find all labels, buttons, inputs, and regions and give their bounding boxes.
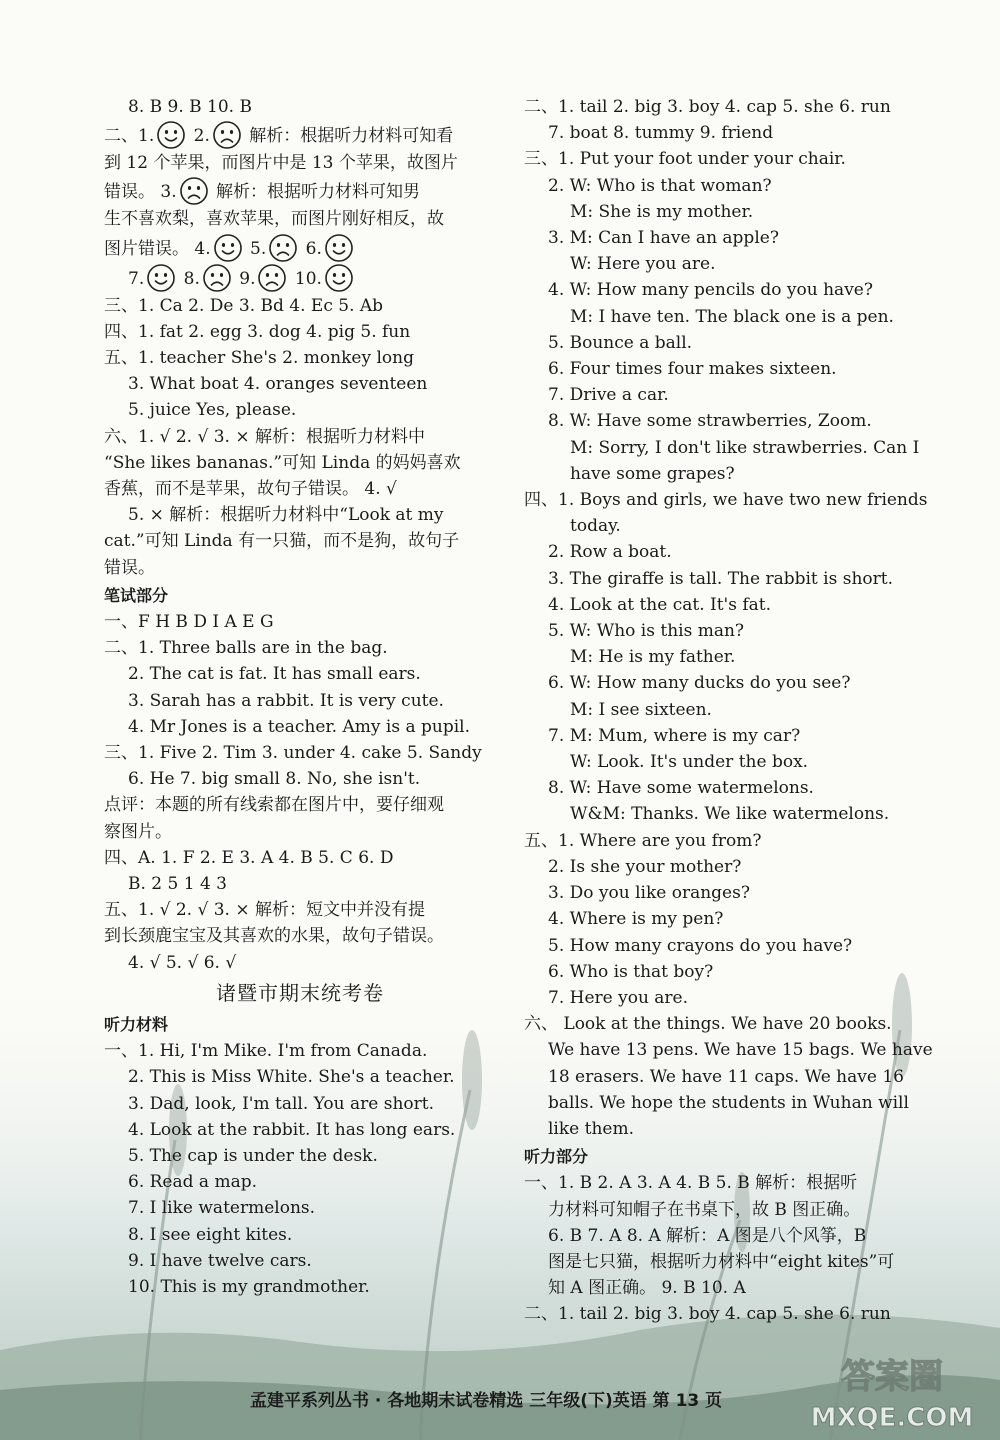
answer-line: M: Sorry, I don't like strawberries. Can I — [570, 437, 920, 458]
answer-line: 察图片。 — [104, 821, 172, 842]
answer-line: 3. M: Can I have an apple? — [548, 228, 779, 249]
answer-line: 五、1. √ 2. √ 3. × 解析：短文中并没有提 — [104, 900, 425, 921]
answer-line: 3. Sarah has a rabbit. It is very cute. — [128, 690, 444, 711]
answer-line: 6. Four times four makes sixteen. — [548, 359, 837, 380]
answer-line: 5. How many crayons do you have? — [548, 935, 853, 956]
answer-line: 6. W: How many ducks do you see? — [548, 673, 851, 694]
answer-line: 5. Bounce a ball. — [548, 332, 693, 353]
answer-line: 8. W: Have some watermelons. — [548, 778, 814, 799]
answer-line: 一、1. Hi, I'm Mike. I'm from Canada. — [104, 1041, 428, 1062]
answer-line: 4. Look at the rabbit. It has long ears. — [128, 1119, 456, 1140]
answer-line-with-faces — [104, 263, 496, 293]
answer-text: 2. — [188, 126, 210, 147]
answer-line: W: Look. It's under the box. — [570, 752, 809, 773]
answer-line: 图是七只猫，根据听力材料中“eight kites”可 — [548, 1251, 895, 1272]
answer-line: 2. Row a boat. — [548, 542, 672, 563]
answer-line: 生不喜欢梨，喜欢苹果，而图片刚好相反，故 — [104, 209, 444, 230]
answer-line: 一、1. B 2. A 3. A 4. B 5. B 解析：根据听 — [524, 1173, 858, 1194]
answer-line: 4. √ 5. √ 6. √ — [128, 952, 237, 973]
answer-line: 四、A. 1. F 2. E 3. A 4. B 5. C 6. D — [104, 847, 394, 868]
answer-line: “She likes bananas.”可知 Linda 的妈妈喜欢 — [104, 452, 461, 473]
answer-line: 香蕉，而不是苹果，故句子错误。 4. √ — [104, 479, 397, 500]
sad-face-icon — [179, 176, 209, 206]
answer-line: 五、1. teacher She's 2. monkey long — [104, 348, 414, 369]
answer-line: W&M: Thanks. We like watermelons. — [570, 804, 890, 825]
answer-line: 2. W: Who is that woman? — [548, 175, 772, 196]
answer-line-with-faces — [104, 233, 496, 263]
smiling-face-icon — [156, 120, 186, 150]
answer-line: 4. Where is my pen? — [548, 909, 724, 930]
answer-line: 六、 Look at the things. We have 20 books. — [524, 1014, 892, 1035]
answer-line: 3. Do you like oranges? — [548, 883, 750, 904]
answer-line: 二、1. tail 2. big 3. boy 4. cap 5. she 6. run — [524, 97, 891, 117]
answer-line: 6. He 7. big small 8. No, she isn't. — [128, 769, 421, 790]
answer-line: balls. We hope the students in Wuhan will — [548, 1092, 909, 1113]
answer-line: W: Here you are. — [570, 254, 716, 275]
exam-title: 诸暨市期末统考卷 — [216, 980, 384, 1005]
answer-line: 5. The cap is under the desk. — [128, 1145, 378, 1166]
smiling-face-icon — [213, 233, 243, 263]
svg-text:MXQE.COM: MXQE.COM — [810, 1403, 974, 1433]
answer-text: 二、1. — [104, 126, 155, 147]
answer-text: 8. — [178, 268, 200, 289]
answer-line: 3. Dad, look, I'm tall. You are short. — [128, 1093, 434, 1114]
answer-line: 力材料可知帽子在书桌下，故 B 图正确。 — [548, 1199, 861, 1220]
answer-text: 10. — [289, 268, 322, 289]
page-footer: 孟建平系列丛书 · 各地期末试卷精选 三年级(下)英语 第 13 页 — [250, 1391, 723, 1411]
answer-line: like them. — [548, 1118, 635, 1139]
answer-line: M: She is my mother. — [570, 201, 754, 222]
smiling-face-icon — [324, 233, 354, 263]
answer-line: 到长颈鹿宝宝及其喜欢的水果，故句子错误。 — [104, 926, 444, 947]
section-heading: 听力部分 — [524, 1147, 589, 1167]
answer-line: 6. Who is that boy? — [548, 961, 714, 982]
answer-line: M: He is my father. — [570, 647, 736, 668]
answer-line: M: I have ten. The black one is a pen. — [570, 306, 894, 327]
answer-line: We have 13 pens. We have 15 bags. We have — [548, 1040, 933, 1061]
answer-line: 2. The cat is fat. It has small ears. — [128, 664, 421, 685]
answer-line: 6. B 7. A 8. A 解析：A 图是八个风筝，B — [548, 1225, 867, 1246]
sad-face-icon — [202, 263, 232, 293]
answer-line-with-faces — [104, 176, 496, 206]
answer-text: 5. — [244, 238, 267, 259]
answer-line: 9. I have twelve cars. — [128, 1250, 312, 1271]
answer-line: 5. W: Who is this man? — [548, 621, 745, 642]
answer-line: 5. juice Yes, please. — [128, 400, 297, 421]
sad-face-icon — [212, 120, 242, 150]
section-heading: 听力材料 — [104, 1014, 169, 1034]
answer-line: 四、1. fat 2. egg 3. dog 4. pig 5. fun — [104, 321, 411, 342]
answer-line: today. — [570, 516, 621, 537]
answer-line: 4. Look at the cat. It's fat. — [548, 594, 772, 615]
answer-line: 4. W: How many pencils do you have? — [548, 280, 873, 301]
answer-text: 7. — [128, 268, 145, 289]
right-column — [524, 94, 933, 1328]
answer-text: 9. — [233, 268, 256, 289]
answer-line: have some grapes? — [570, 463, 735, 484]
sad-face-icon — [257, 263, 287, 293]
answer-line: 六、1. √ 2. √ 3. × 解析：根据听力材料中 — [104, 426, 425, 447]
answer-line: 7. Here you are. — [548, 987, 689, 1008]
answer-line: 点评：本题的所有线索都在图片中，要仔细观 — [104, 795, 444, 816]
watermark-logo — [792, 1348, 992, 1434]
answer-line: 7. M: Mum, where is my car? — [548, 725, 801, 746]
answer-line: 7. I like watermelons. — [128, 1198, 316, 1219]
answer-line: 三、1. Put your foot under your chair. — [524, 149, 846, 170]
answer-line: B. 2 5 1 4 3 — [128, 874, 227, 895]
answer-line: 7. Drive a car. — [548, 385, 669, 406]
answer-line: 3. What boat 4. oranges seventeen — [128, 374, 428, 395]
answer-line: 三、1. Five 2. Tim 3. under 4. cake 5. Sandy — [104, 743, 482, 764]
smiling-face-icon — [324, 263, 354, 293]
answer-line: 8. B 9. B 10. B — [128, 97, 252, 117]
answer-line: 五、1. Where are you from? — [524, 830, 762, 851]
answer-line: 5. × 解析：根据听力材料中“Look at my — [128, 505, 444, 526]
answer-line: 8. W: Have some strawberries, Zoom. — [548, 411, 872, 432]
answer-text: 解析：根据听力材料可知看 — [243, 126, 454, 147]
left-column — [104, 94, 496, 1300]
answer-text: 6. — [300, 238, 322, 259]
answer-line: 7. boat 8. tummy 9. friend — [548, 123, 774, 144]
answer-line: 错误。 — [104, 557, 155, 578]
answer-line: M: I see sixteen. — [570, 699, 712, 720]
answer-line: 二、1. Three balls are in the bag. — [104, 638, 388, 659]
answer-line: 3. The giraffe is tall. The rabbit is short. — [548, 568, 893, 589]
answer-text: 图片错误。 4. — [104, 238, 211, 259]
answer-line: 2. Is she your mother? — [548, 856, 742, 877]
answer-line: 三、1. Ca 2. De 3. Bd 4. Ec 5. Ab — [104, 295, 384, 316]
answer-line: 4. Mr Jones is a teacher. Amy is a pupil. — [128, 716, 470, 737]
answer-text: 解析：根据听力材料可知男 — [210, 182, 421, 203]
answer-line-with-faces — [104, 120, 496, 150]
answer-line: 知 A 图正确。 9. B 10. A — [548, 1278, 746, 1299]
sad-face-icon — [268, 233, 298, 263]
answer-line: 四、1. Boys and girls, we have two new friends — [524, 490, 928, 511]
svg-text:答案圈: 答案圈 — [841, 1357, 943, 1397]
answer-line: cat.”可知 Linda 有一只猫，而不是狗，故句子 — [104, 531, 460, 552]
section-heading: 笔试部分 — [104, 585, 169, 605]
answer-line: 2. This is Miss White. She's a teacher. — [128, 1067, 455, 1088]
smiling-face-icon — [146, 263, 176, 293]
answer-line: 10. This is my grandmother. — [128, 1276, 370, 1297]
answer-line: 8. I see eight kites. — [128, 1224, 293, 1245]
answer-line: 18 erasers. We have 11 caps. We have 16 — [548, 1066, 904, 1087]
answer-line: 6. Read a map. — [128, 1172, 257, 1193]
answer-line: 一、F H B D I A E G — [104, 612, 274, 633]
answer-text: 错误。 3. — [104, 182, 177, 203]
answer-line: 到 12 个苹果，而图片中是 13 个苹果，故图片 — [104, 153, 458, 174]
answer-line: 二、1. tail 2. big 3. boy 4. cap 5. she 6. run — [524, 1304, 891, 1325]
